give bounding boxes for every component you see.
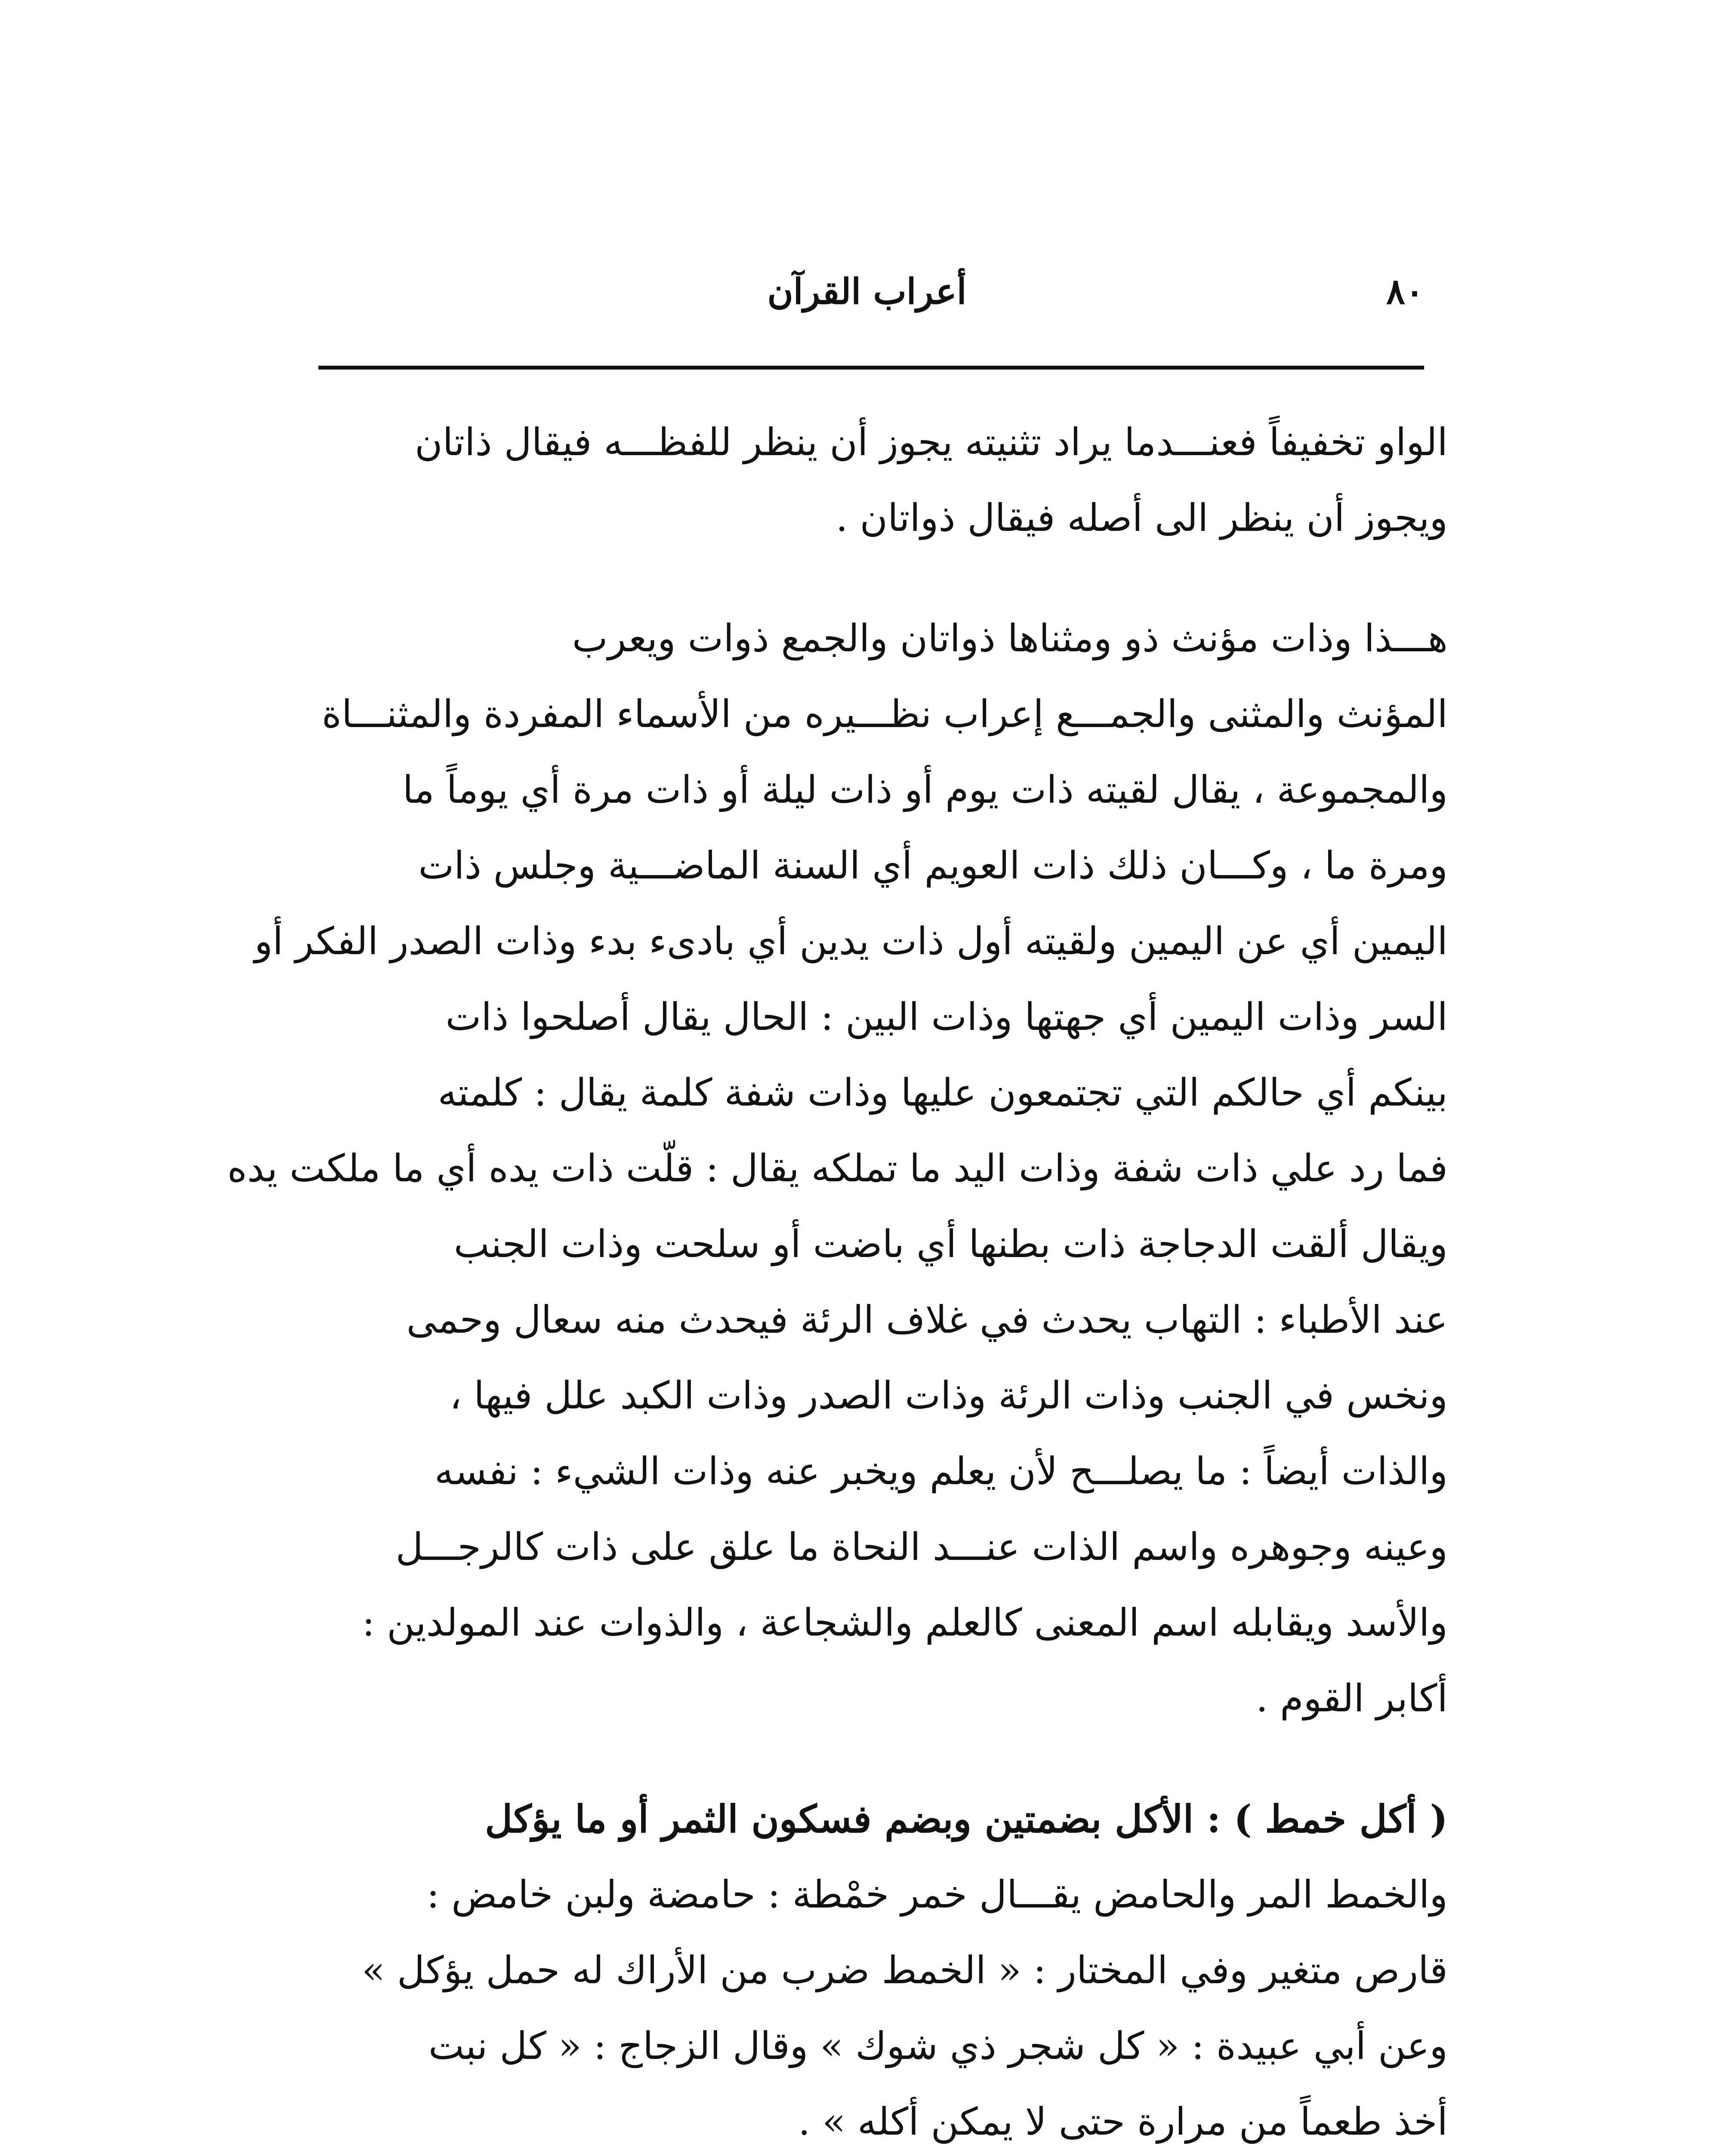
text-line: اليمين أي عن اليمين ولقيته أول ذات يدين أي بادىء بدء وذات الصدر الفكر أو bbox=[254, 919, 1448, 963]
text-line: وعينه وجوهره واسم الذات عنـــد النحاة ما علق على ذات كالرجـــل bbox=[395, 1525, 1448, 1569]
text-line: بينكم أي حالكم التي تجتمعون عليها وذات شفة كلمة يقال : كلمته bbox=[438, 1070, 1448, 1115]
text-line: السر وذات اليمين أي جهتها وذات البين : الحال يقال أصلحوا ذات bbox=[445, 995, 1448, 1039]
text-line: ويجوز أن ينظر الى أصله فيقال ذواتان . bbox=[836, 496, 1448, 540]
text-line: ونخس في الجنب وذات الرئة وذات الصدر وذات الكبد علل فيها ، bbox=[449, 1373, 1448, 1418]
text-line: ويقال ألقت الدجاجة ذات بطنها أي باضت أو سلحت وذات الجنب bbox=[453, 1222, 1448, 1266]
text-line: المؤنث والمثنى والجمـــع إعراب نظـــيره من الأسماء المفردة والمثنـــاة bbox=[321, 692, 1448, 736]
text-line: والأسد ويقابله اسم المعنى كالعلم والشجاعة ، والذوات عند المولدين : bbox=[362, 1600, 1448, 1645]
text-line: فما رد علي ذات شفة وذات اليد ما تملكه يقال : قلّت ذات يده أي ما ملكت يده bbox=[227, 1146, 1448, 1190]
text-line: وعن أبي عبيدة : « كل شجر ذي شوك » وقال الزجاج : « كل نبت bbox=[428, 2024, 1448, 2068]
text-line: والمجموعة ، يقال لقيته ذات يوم أو ذات ليلة أو ذات مرة أي يوماً ما bbox=[402, 767, 1448, 812]
paragraph-1 bbox=[295, 404, 1448, 556]
text-line: ومرة ما ، وكـــان ذلك ذات العويم أي السنة الماضـــية وجلس ذات bbox=[418, 843, 1448, 888]
page-number: ٨٠ bbox=[1386, 271, 1424, 312]
text-line: والذات أيضاً : ما يصلـــح لأن يعلم ويخبر عنه وذات الشيء : نفسه bbox=[434, 1449, 1448, 1493]
text-line: قارص متغير وفي المختار : « الخمط ضرب من الأراك له حمل يؤكل » bbox=[362, 1948, 1448, 1992]
text-line: الواو تخفيفاً فعنـــدما يراد تثنيته يجوز أن ينظر للفظـــه فيقال ذاتان bbox=[415, 420, 1448, 464]
entry-line: ( أكل خمط ) : الأكل بضمتين وبضم فسكون الثمر أو ما يؤكل bbox=[485, 1797, 1448, 1841]
header-rule bbox=[318, 366, 1424, 370]
page-header bbox=[310, 250, 1424, 327]
text-line: أخذ طعماً من مرارة حتى لا يمكن أكله » . bbox=[798, 2099, 1448, 2144]
text-line: والخمط المر والحامض يقـــال خمر خمْطة : حامضة ولبن خامض : bbox=[426, 1872, 1448, 1917]
text-line: هـــذا وذات مؤنث ذو ومثناها ذواتان والجمع ذوات ويعرب bbox=[572, 616, 1448, 660]
paragraph-3 bbox=[295, 1781, 1448, 2151]
text-line: أكابر القوم . bbox=[1256, 1676, 1448, 1720]
running-title: أعراب القرآن bbox=[767, 271, 967, 312]
text-line: عند الأطباء : التهاب يحدث في غلاف الرئة فيحدث منه سعال وحمى bbox=[406, 1297, 1448, 1342]
body-text bbox=[227, 404, 1448, 2151]
paragraph-2 bbox=[227, 601, 1448, 1736]
